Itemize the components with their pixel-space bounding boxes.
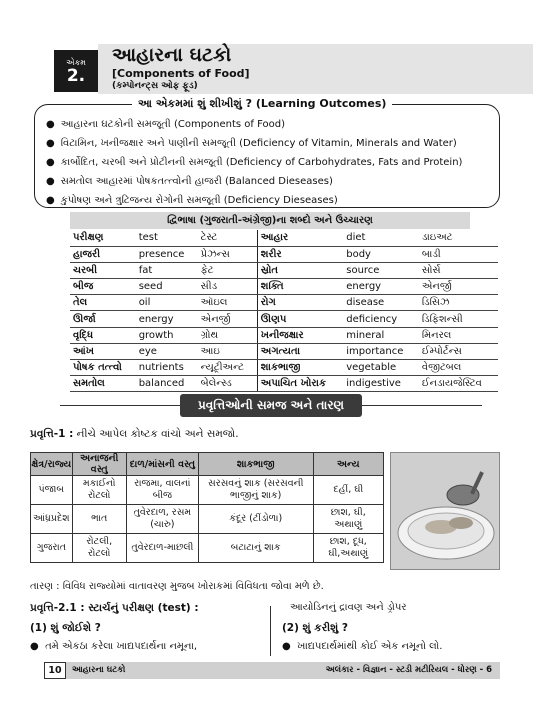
bullet-icon: ● [46, 195, 55, 206]
table-row [70, 343, 498, 359]
table-cell: ખનીજક્ષાર [257, 327, 343, 343]
materials-item: ● તમે એકઠા કરેલા ખાદ્યપદાર્થના નમૂના, [30, 641, 198, 652]
table-cell: છાશ, ઘી, અથાણું [313, 505, 383, 534]
table-cell: અપાચિત ખોરાક [257, 376, 343, 392]
table-header: અન્ય [313, 453, 383, 476]
table-cell: રોગ [257, 295, 343, 311]
table-cell: ડિફિશન્સી [419, 311, 498, 327]
table-header: અનાજની વસ્તુ [72, 453, 126, 476]
table-cell: શરીર [257, 246, 343, 262]
table-cell: ઈમ્પોર્ટન્સ [419, 343, 498, 359]
table-cell: oil [136, 295, 198, 311]
table-cell: વેજીટબલ [419, 360, 498, 376]
column-divider [270, 606, 271, 656]
table-cell: આંખ [70, 343, 136, 359]
table-cell: તુવેરદાળ-માછલી [126, 534, 198, 563]
table-cell: presence [136, 246, 198, 262]
table-cell: ભાત [72, 505, 126, 534]
table-cell: અગત્યતા [257, 343, 343, 359]
table-cell: સમતોલ [70, 376, 136, 392]
table-cell: nutrients [136, 360, 198, 376]
table-cell: ગ્રોથ [198, 327, 258, 343]
table-cell: એનર્જી [198, 311, 258, 327]
table-row [70, 311, 498, 327]
question-what-needed: (1) શું જોઈશે ? [30, 622, 101, 634]
table-cell: પ્રેઝન્સ [198, 246, 258, 262]
table-cell: ઊણપ [257, 311, 343, 327]
table-cell: mineral [343, 327, 419, 343]
table-cell: energy [136, 311, 198, 327]
table-cell: ઊર્જા [70, 311, 136, 327]
table-cell: બેલેન્સ્ડ [198, 376, 258, 392]
table-cell: પંજાબ [31, 476, 73, 505]
activity-1-instruction [30, 428, 239, 441]
table-cell: બીજ [70, 279, 136, 295]
table-header: દાળ/માંસની વસ્તુ [126, 453, 198, 476]
table-row [31, 476, 384, 505]
unit-badge [54, 50, 98, 92]
table-cell: મકાઈનો રોટલો [72, 476, 126, 505]
table-row [70, 262, 498, 278]
table-cell: body [343, 246, 419, 262]
footer-chapter: આહારના ઘટકો [72, 665, 126, 675]
table-cell: તેલ [70, 295, 136, 311]
table-cell: શાકભાજી [257, 360, 343, 376]
procedure-item: ● ખાદ્યપદાર્થમાંથી કોઈ એક નમૂનો લો. [282, 641, 443, 652]
page-number: 10 [44, 662, 66, 679]
list-item: ● સમતોલ આહારમાં પોષકતત્ત્વોની હાજરી (Balanced Dieseases) [46, 176, 333, 187]
table-cell: deficiency [343, 311, 419, 327]
food-plate-image [390, 452, 500, 570]
table-cell: રોટલી, રોટલો [72, 534, 126, 563]
table-cell: હાજરી [70, 246, 136, 262]
table-cell: importance [343, 343, 419, 359]
bullet-icon: ● [30, 641, 46, 652]
table-cell: source [343, 262, 419, 278]
table-cell: બટાટાનું શાક [198, 534, 313, 563]
table-row [31, 534, 384, 563]
bullet-icon: ● [46, 138, 55, 149]
table-row [70, 295, 498, 311]
table-cell: આહાર [257, 230, 343, 246]
table-cell: દહીં, ઘી [313, 476, 383, 505]
table-cell: ઈનડાયજેસ્ટિવ [419, 376, 498, 392]
table-row [70, 230, 498, 246]
table-cell: કંદૂર (ટીંડોળા) [198, 505, 313, 534]
table-cell: આઇ [198, 343, 258, 359]
bullet-icon: ● [46, 176, 55, 187]
chapter-title: આહારના ઘટકો [112, 44, 232, 66]
table-cell: રાજમા, વાલનાં બીજ [126, 476, 198, 505]
learning-outcomes-list [46, 115, 462, 210]
vocabulary-heading: દ્વિભાષા (ગુજરાતી-અંગ્રેજી)ના શબ્દો અને ઉચ્ચારણ [70, 212, 470, 229]
table-cell: ડાઇઅટ [419, 230, 498, 246]
chapter-title-english: [Components of Food] [112, 67, 250, 80]
table-cell: eye [136, 343, 198, 359]
activity-2-materials-continued: આયોડિનનું દ્રાવણ અને ડ્રોપર [290, 602, 407, 613]
table-cell: મિનરલ [419, 327, 498, 343]
list-item: ● કાર્બોદિત, ચરબી અને પ્રોટીનની સમજૂતી (Deficiency of Carbohydrates, Fats and Protein) [46, 157, 463, 168]
table-header: ક્ષેત્ર/રાજ્ય [31, 453, 73, 476]
table-cell: ટેસ્ટ [198, 230, 258, 246]
table-cell: વૃદ્ધિ [70, 327, 136, 343]
table-cell: ફેટ [198, 262, 258, 278]
conclusion-text: તારણ : વિવિધ રાજ્યોમાં વાતાવરણ મુજબ ખોરાકમાં વિવિધતા જોવા મળે છે. [30, 581, 324, 592]
table-cell: છાશ, દૂધ, ઘી,અથાણું [313, 534, 383, 563]
unit-label: એકમ [66, 57, 86, 67]
table-cell: એનર્જી [419, 279, 498, 295]
table-cell: ગુજરાત [31, 534, 73, 563]
table-row [70, 360, 498, 376]
regional-food-table [30, 452, 384, 563]
list-item: ● વિટામિન, ખનીજક્ષાર અને પાણીની સમજૂતી (Deficiency of Vitamin, Minerals and Water) [46, 138, 457, 149]
table-cell: seed [136, 279, 198, 295]
page-footer [44, 662, 500, 679]
chapter-title-transliteration: (કમ્પોનન્ટ્સ ઓફ ફૂડ) [112, 81, 198, 91]
activity-2-heading: પ્રવૃત્તિ-2.1 : સ્ટાર્ચનું પરીક્ષણ (test) : [30, 602, 199, 614]
table-cell: ઑઇલ [198, 295, 258, 311]
table-cell: પરીક્ષણ [70, 230, 136, 246]
table-cell: તુવેરદાળ, રસમ (ચારુ) [126, 505, 198, 534]
table-header: શાકભાજી [198, 453, 313, 476]
table-cell: indigestive [343, 376, 419, 392]
vocabulary-table [70, 230, 498, 392]
table-cell: balanced [136, 376, 198, 392]
list-item: ● આહારના ઘટકોની સમજૂતી (Components of Food) [46, 119, 285, 130]
table-row [70, 327, 498, 343]
list-item: ● કુપોષણ અને ત્રુટિજન્ય રોગોની સમજૂતી (Deficiency Dieseases) [46, 195, 338, 206]
table-cell: energy [343, 279, 419, 295]
table-row [70, 279, 498, 295]
table-row [70, 376, 498, 392]
learning-outcomes-heading: આ એકમમાં શું શીખીશું ? (Learning Outcomes) [132, 97, 392, 111]
unit-number: 2. [66, 65, 86, 86]
bullet-icon: ● [46, 119, 55, 130]
table-cell: vegetable [343, 360, 419, 376]
table-cell: સરસવનું શાક (સરસવની ભાજીનું શાક) [198, 476, 313, 505]
table-cell: diet [343, 230, 419, 246]
bullet-icon: ● [282, 641, 298, 652]
table-cell: test [136, 230, 198, 246]
table-cell: બાડી [419, 246, 498, 262]
table-cell: શક્તિ [257, 279, 343, 295]
table-cell: સોર્સ [419, 262, 498, 278]
table-cell: સ્રોત [257, 262, 343, 278]
activity-1-text: નીચે આપેલ કોષ્ટક વાંચો અને સમજો. [76, 428, 239, 440]
footer-book-title: અલંકાર - વિજ્ઞાન - સ્ટડી મટીરિયલ - ધોરણ - 6 [325, 665, 492, 675]
table-cell: પોષક તત્ત્વો [70, 360, 136, 376]
table-cell: ડિસિઝ [419, 295, 498, 311]
table-row [31, 505, 384, 534]
table-cell: ચરબી [70, 262, 136, 278]
activity-1-label: પ્રવૃત્તિ-1 : [30, 428, 74, 440]
question-what-to-do: (2) શું કરીશું ? [282, 622, 348, 634]
section-banner: પ્રવૃત્તિઓની સમજ અને તારણ [180, 394, 362, 417]
table-cell: આંધ્રપ્રદેશ [31, 505, 73, 534]
table-cell: સીડ [198, 279, 258, 295]
table-cell: ન્યૂટ્રીઅન્ટ [198, 360, 258, 376]
table-cell: fat [136, 262, 198, 278]
table-cell: disease [343, 295, 419, 311]
table-cell: growth [136, 327, 198, 343]
bullet-icon: ● [46, 157, 55, 168]
table-row [70, 246, 498, 262]
